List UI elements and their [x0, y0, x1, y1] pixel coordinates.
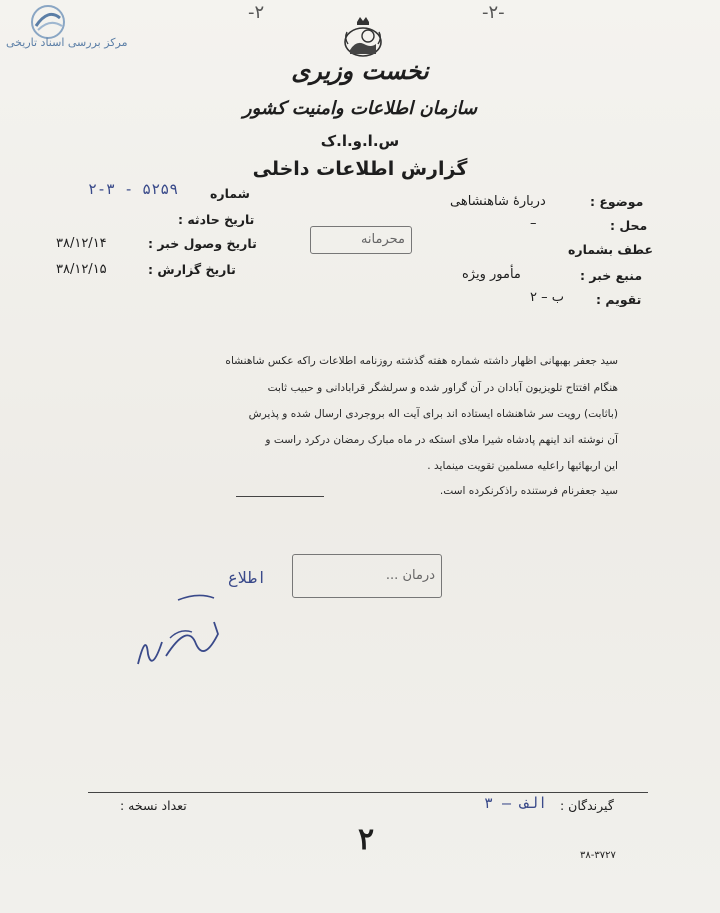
body-line-5: این اربهائیها راعلیه مسلمین تقویت مینماید . [427, 460, 618, 472]
evaluation-label: تقویم : [596, 292, 642, 307]
recipients-value: الف – ۳ [484, 794, 548, 812]
source-label: منبع خبر : [580, 268, 643, 283]
form-code: ۳۸-۳۷۲۷ [580, 850, 616, 861]
source-value: مأمور ویژه [462, 267, 521, 282]
closing-dash [236, 496, 324, 497]
copies-label: تعداد نسخه : [120, 798, 187, 813]
page-number: ۲ [358, 822, 375, 857]
header-organization: سازمان اطلاعات وامنیت کشور [242, 98, 478, 119]
page-mark-right: -٢- [482, 2, 505, 23]
number-value: ۲-۳ - ۵۲۵۹ [88, 180, 179, 198]
lion-and-sun-emblem-icon [338, 14, 388, 62]
confidential-stamp: محرمانه [310, 226, 412, 254]
archive-logo-icon [28, 4, 68, 40]
signature-mark [118, 582, 238, 682]
body-line-3: (باثابت) رویت سر شاهنشاه ایستاده اند برای آیت اله بروجردی ارسال شده و پذیرش [248, 408, 618, 420]
news-received-label: تاریخ وصول خبر : [148, 236, 257, 251]
report-date-label: تاریخ گزارش : [148, 262, 236, 277]
header-ministry: نخست وزیری [291, 56, 429, 85]
incident-date-label: تاریخ حادثه : [178, 212, 255, 227]
report-title: گزارش اطلاعات داخلی [252, 158, 468, 180]
reference-label: عطف بشماره [568, 242, 654, 257]
evaluation-value: ب – ۲ [530, 290, 564, 305]
news-received-value: ۳۸/۱۲/۱۴ [56, 236, 107, 251]
watermark-text: مرکز بررسی اسناد تاریخی [6, 36, 128, 49]
page-mark-left: -٢ [248, 2, 265, 23]
bottom-stamp: درمان ... [292, 554, 442, 598]
subject-value: دربارهٔ شاهنشاهی [450, 194, 546, 209]
body-line-6: سید جعفرنام فرستنده راذکرنکرده است. [439, 485, 618, 497]
handwritten-note: اطلاع [228, 568, 267, 587]
recipients-label: گیرندگان : [560, 798, 614, 813]
body-line-2: هنگام افتتاح تلویزیون آبادان در آن گراور شده و سرلشگر قرابادانی و حبیب ثابت [267, 382, 618, 394]
header-abbreviation: س.ا.و.ا.ک [320, 132, 400, 150]
footer-separator [88, 792, 648, 793]
report-date-value: ۳۸/۱۲/۱۵ [56, 262, 107, 277]
place-label: محل : [610, 218, 648, 233]
body-line-4: آن نوشته اند اینهم پادشاه شیرا ملای استکه در ماه مبارک رمضان درکرد راست و [265, 434, 618, 446]
place-value: – [530, 216, 537, 231]
subject-label: موضوع : [590, 194, 644, 209]
number-label: شماره [210, 186, 250, 201]
body-line-1: سید جعفر بهبهانی اظهار داشته شماره هفته گذشته روزنامه اطلاعات راکه عکس شاهنشاه [225, 355, 618, 367]
